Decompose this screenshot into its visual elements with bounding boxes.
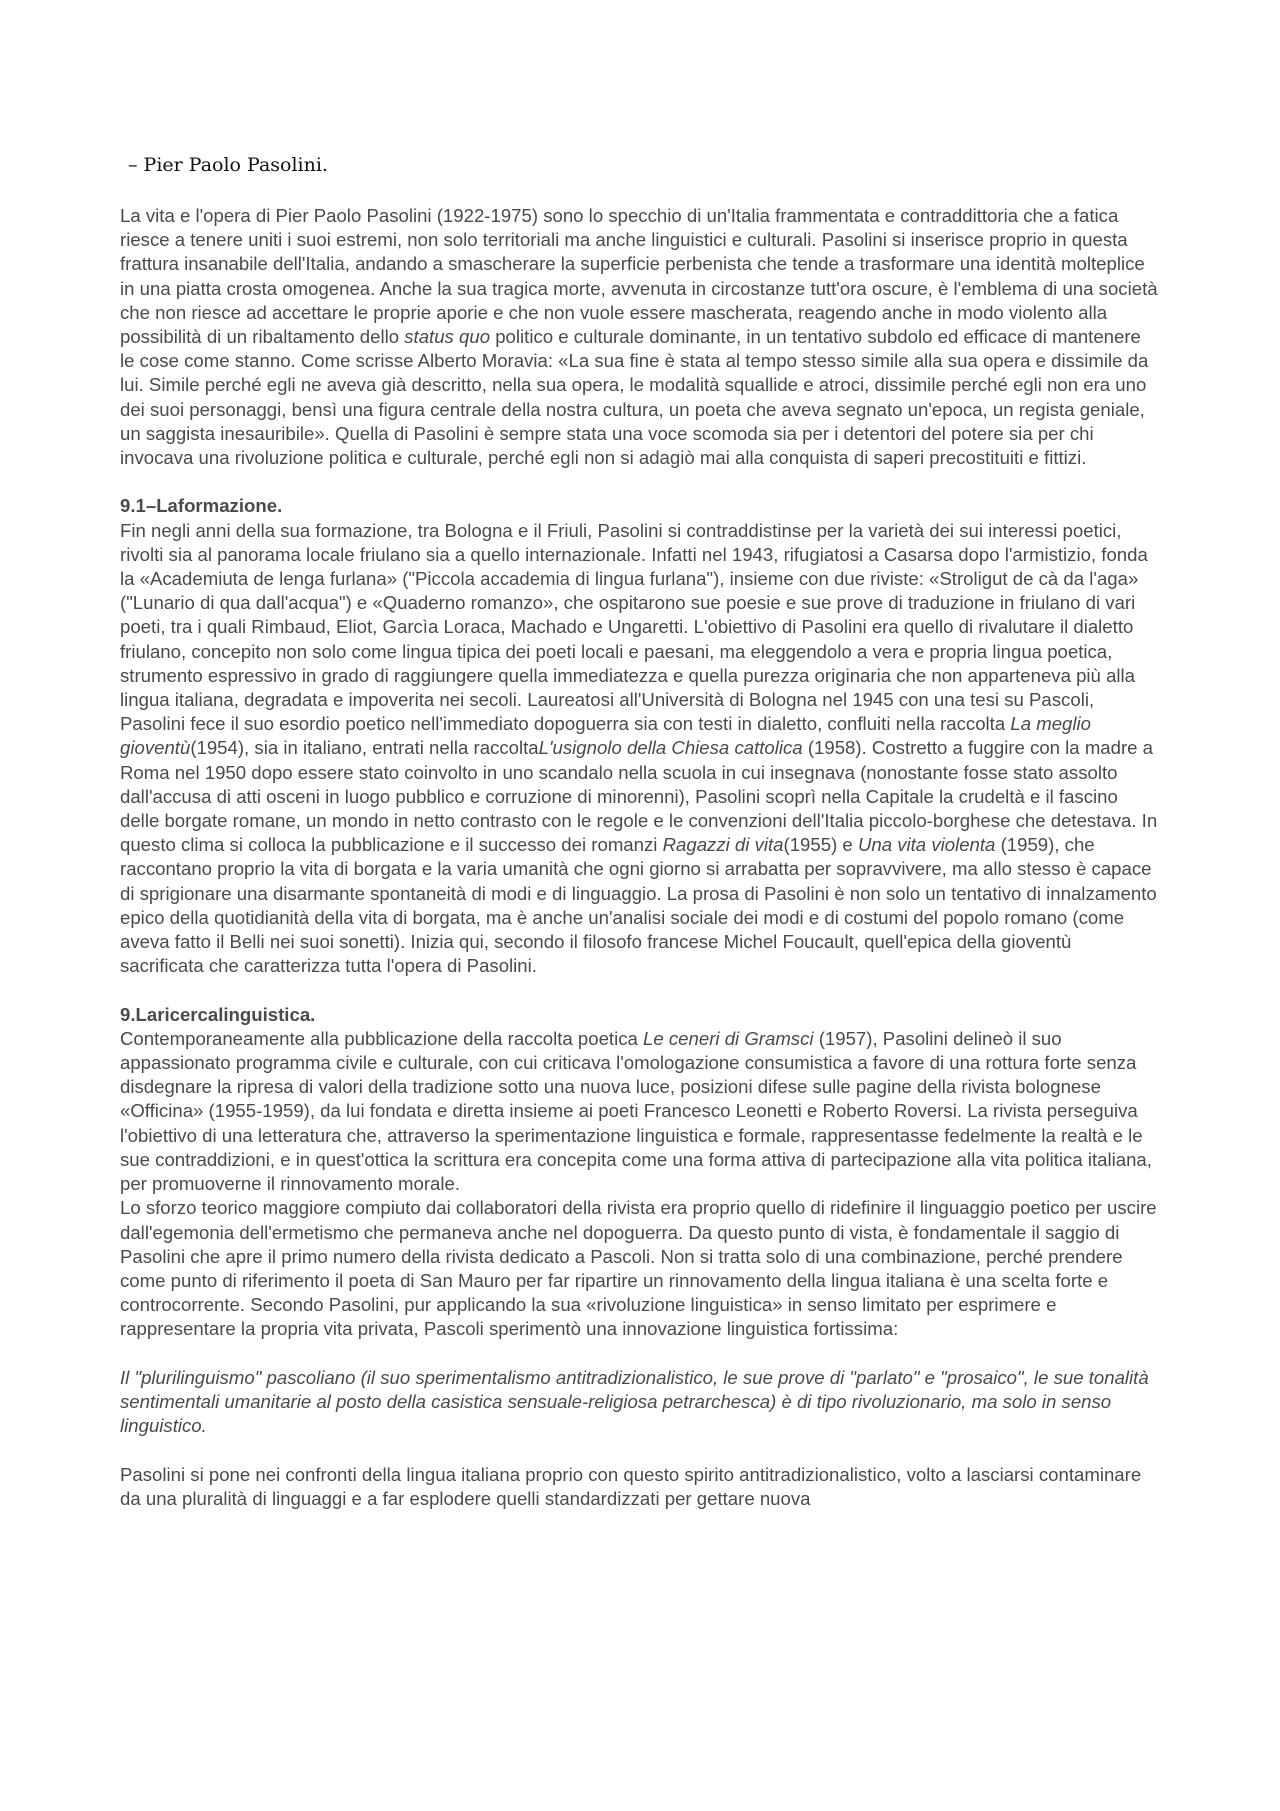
quote-text: Il "plurilinguismo" pascoliano (il suo sperimentalismo antitradizionalistico, le sue prove di "parlato" e "prosaico", le sue tonalità sentimentali umanitarie al posto della casistica sensuale-religiosa petrarchesca) è di tipo rivoluzionario, ma solo in senso linguistico.	[120, 1366, 1149, 1437]
formazione-italic-2: L'usignolo della Chiesa cattolica	[538, 737, 803, 759]
section-ricerca-paragraph-2: Lo sforzo teorico maggiore compiuto dai collaboratori della rivista era proprio quello di ridefinire il linguaggio poetico per uscire dall'egemonia dell'ermetismo che permaneva anche nel dopoguerra. Da questo punto di vista, è fondamentale il saggio di Pasolini che apre il primo numero della rivista dedicato a Pascoli. Non si tratta solo di una combinazione, perché prendere come punto di riferimento il poeta di San Mauro per far ripartire un rinnovamento della lingua italiana è una scelta forte e controcorrente. Secondo Pasolini, pur applicando la sua «rivoluzione linguistica» in senso limitato per esprimere e rappresentare la propria vita privata, Pascoli sperimentò una innovazione linguistica fortissima:	[120, 1197, 1157, 1340]
intro-paragraph	[120, 204, 1160, 470]
section-heading-formazione: 9.1–Laformazione.	[120, 495, 283, 517]
formazione-italic-3: Ragazzi di vita	[662, 834, 784, 856]
document-body	[120, 204, 1160, 1535]
formazione-text-3: (1958). Costretto a fuggire con la madre a Roma nel 1950 dopo essere stato coinvolto in uno scandalo nella scuola in cui insegnava (nonostante fosse stato assolto dall'accusa di atti osceni in luogo pubblico e corruzione di minorenni), Pasolini scoprì nella Capitale la crudeltà e il fascino delle borgate romane, un mondo in netto contrasto con le regole e le convenzioni dell'Italia piccolo-borghese che detestava. In questo clima si colloca la pubblicazione e il successo dei romanzi	[120, 737, 1158, 856]
formazione-italic-4: Una vita violenta	[857, 834, 996, 856]
page-title: – Pier Paolo Pasolini.	[128, 154, 328, 176]
formazione-italic-1: La meglio gioventù	[120, 713, 1091, 759]
intro-italic-status-quo: status quo	[404, 326, 491, 348]
section-ricerca-paragraph-3: Pasolini si pone nei confronti della lingua italiana proprio con questo spirito antitradizionalistico, volto a lasciarsi contaminare da una pluralità di linguaggi e a far esplodere quelli standardizzati per gettare nuova	[120, 1463, 1142, 1509]
formazione-text-5: (1959), che raccontano proprio la vita di borgata e la varia umanità che ogni giorno si arrabatta per sopravvivere, ma allo stesso è capace di sprigionare una disarmante spontaneità di modi e di linguaggio. La prosa di Pasolini è non solo un tentativo di innalzamento epico della quotidianità della vita di borgata, ma è anche un'analisi sociale dei modi e di costumi del popolo romano (come aveva fatto il Belli nei suoi sonetti). Inizia qui, secondo il filosofo francese Michel Foucault, quell'epica della gioventù sacrificata che caratterizza tutta l'opera di Pasolini.	[120, 834, 1157, 977]
section-ricerca-quote	[120, 1366, 1160, 1439]
intro-text-2: politico e culturale dominante, in un tentativo subdolo ed efficace di mantenere le cose come stanno. Come scrisse Alberto Moravia: «La sua fine è stata al tempo stesso simile alla sua opera e dissimile da lui. Simile perché egli ne aveva già descritto, nella sua opera, le modalità squallide e atroci, dissimile perché egli non era uno dei suoi personaggi, bensì una figura centrale della nostra cultura, un poeta che aveva segnato un'epoca, un regista geniale, un saggista inesauribile». Quella di Pasolini è sempre stata una voce scomoda sia per i detentori del potere sia per chi invocava una rivoluzione politica e culturale, perché egli non si adagiò mai alla conquista di saperi precostituiti e fittizi.	[120, 326, 1149, 469]
section-ricerca-paragraph-1	[120, 1027, 1160, 1196]
ricerca-text-1: Contemporaneamente alla pubblicazione della raccolta poetica	[120, 1027, 644, 1049]
formazione-text-1: Fin negli anni della sua formazione, tra Bologna e il Friuli, Pasolini si contraddistinse per la varietà dei sui interessi poetici, rivolti sia al panorama locale friulano sia a quello internazionale. Infatti nel 1943, rifugiatosi a Casarsa dopo l'armistizio, fonda la «Academiuta de lenga furlana» ("Piccola accademia di lingua furlana"), insieme con due riviste: «Stroligut de cà da l'aga» ("Lunario di qua dall'acqua") e «Quaderno romanzo», che ospitarono sue poesie e sue prove di traduzione in friulano di vari poeti, tra i quali Rimbaud, Eliot, Garcìa Loraca, Machado e Ungaretti. L'obiettivo di Pasolini era quello di rivalutare il dialetto friulano, concepito non solo come lingua tipica dei poeti locali e paesani, ma eleggendolo a vera e propria lingua poetica, strumento espressivo in grado di raggiungere quella immediatezza e quella purezza originaria che non apparteneva più alla lingua italiana, degradata e impoverita nei secoli. Laureatosi all'Università di Bologna nel 1945 con una tesi su Pascoli, Pasolini fece il suo esordio poetico nell'immediato dopoguerra sia con testi in dialetto, confluiti nella raccolta	[120, 519, 1148, 735]
formazione-text-4: (1955) e	[783, 834, 858, 856]
ricerca-text-2: (1957), Pasolini delineò il suo appassionato programma civile e culturale, con cui criticava l'omologazione consumistica a favore di una rottura forte senza disdegnare la ripresa di valori della tradizione sotto una nuova luce, posizioni difese sulle pagine della rivista bolognese «Officina» (1955-1959), da lui fondata e diretta insieme ai poeti Francesco Leonetti e Roberto Roversi. La rivista perseguiva l'obiettivo di una letteratura che, attraverso la sperimentazione linguistica e formale, rappresentasse fedelmente la realtà e le sue contraddizioni, e in quest'ottica la scrittura era concepita come una forma attiva di partecipazione alla vita politica italiana, per promuoverne il rinnovamento morale.	[120, 1027, 1152, 1195]
ricerca-italic-1: Le ceneri di Gramsci	[643, 1027, 814, 1049]
formazione-text-2: (1954), sia in italiano, entrati nella raccolta	[190, 737, 539, 759]
section-heading-ricerca: 9.Laricercalinguistica.	[120, 1003, 316, 1025]
intro-text-1: La vita e l'opera di Pier Paolo Pasolini (1922-1975) sono lo specchio di un'Italia frammentata e contraddittoria che a fatica riesce a tenere uniti i suoi estremi, non solo territoriali ma anche linguistici e culturali. Pasolini si inserisce proprio in questa frattura insanabile dell'Italia, andando a smascherare la superficie perbenista che tende a trasformare una identità molteplice in una piatta crosta omogenea. Anche la sua tragica morte, avvenuta in circostanze tutt'ora oscure, è l'emblema di una società che non riesce ad accettare le proprie aporie e che non vuole essere mascherata, reagendo anche in modo violento alla possibilità di un ribaltamento dello	[120, 205, 1158, 348]
section-formazione-paragraph	[120, 519, 1160, 979]
